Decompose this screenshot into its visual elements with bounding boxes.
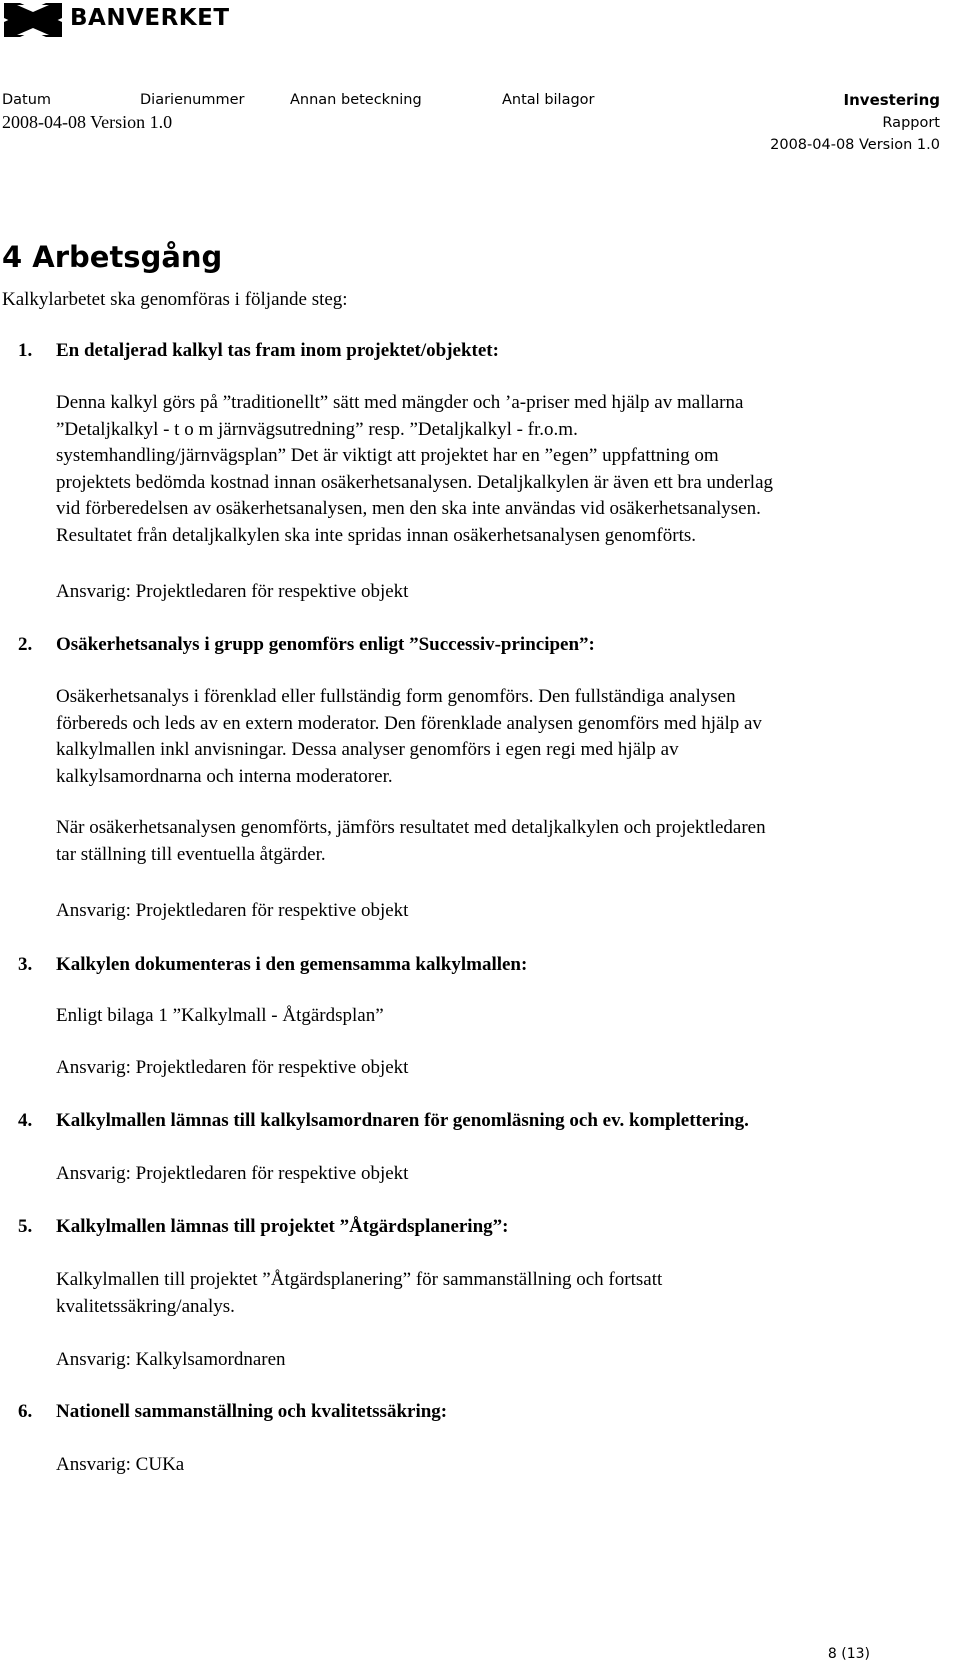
page-number: 8 (13) — [827, 1646, 870, 1662]
step-2-paragraph-1 — [56, 684, 762, 790]
text-line: Enligt bilaga 1 ”Kalkylmall - Åtgärdsplan” — [56, 1005, 384, 1026]
step-4-responsible: Ansvarig: Projektledaren för respektive objekt — [56, 1163, 409, 1184]
step-1-title: En detaljerad kalkyl tas fram inom projektet/objektet: — [56, 340, 499, 361]
step-1-number: 1. — [18, 340, 33, 361]
step-5-title: Kalkylmallen lämnas till projektet ”Åtgärdsplanering”: — [56, 1216, 509, 1237]
step-3-responsible: Ansvarig: Projektledaren för respektive objekt — [56, 1057, 409, 1078]
text-line: kalkylsamordnarna och interna moderatorer. — [56, 765, 393, 787]
doc-kind: Rapport — [882, 115, 940, 131]
text-line: När osäkerhetsanalysen genomförts, jämförs resultatet med detaljkalkylen och projektledaren — [56, 817, 766, 838]
version-right: 2008-04-08 Version 1.0 — [770, 137, 940, 153]
text-line: kalkylmallen inkl anvisningar. Dessa analyser genomförs i egen regi med hjälp av — [56, 739, 679, 760]
step-1-paragraph — [56, 390, 773, 549]
text-line: systemhandling/järnvägsplan” Det är viktigt att projektet har en ”egen” uppfattning om — [56, 445, 719, 466]
label-diarienummer: Diarienummer — [140, 92, 245, 108]
text-line: tar ställning till eventuella åtgärder. — [56, 843, 326, 865]
step-6-number: 6. — [18, 1401, 33, 1422]
step-6-title: Nationell sammanställning och kvalitetssäkring: — [56, 1401, 448, 1422]
section-intro: Kalkylarbetet ska genomföras i följande steg: — [2, 289, 348, 310]
label-antal-bilagor: Antal bilagor — [502, 92, 595, 108]
text-line: Kalkylmallen till projektet ”Åtgärdsplanering” för sammanställning och fortsatt — [56, 1269, 663, 1290]
step-2-number: 2. — [18, 634, 33, 655]
step-2-paragraph-2 — [56, 815, 766, 868]
step-3-title: Kalkylen dokumenteras i den gemensamma kalkylmallen: — [56, 954, 528, 975]
logo-text: BANVERKET — [70, 5, 230, 31]
step-5-number: 5. — [18, 1216, 33, 1237]
step-2-responsible: Ansvarig: Projektledaren för respektive objekt — [56, 900, 409, 921]
text-line: Resultatet från detaljkalkylen ska inte spridas innan osäkerhetsanalysen genomförts. — [56, 524, 697, 546]
text-line: kvalitetssäkring/analys. — [56, 1295, 235, 1317]
step-1-responsible: Ansvarig: Projektledaren för respektive objekt — [56, 581, 409, 602]
label-annan-beteckning: Annan beteckning — [290, 92, 422, 108]
step-3-paragraph — [56, 1003, 384, 1030]
step-5-responsible: Ansvarig: Kalkylsamordnaren — [56, 1349, 286, 1370]
text-line: vid förberedelsen av osäkerhetsanalysen, men den ska inte användas vid osäkerhetsanalysen. — [56, 498, 761, 519]
step-6-responsible: Ansvarig: CUKa — [56, 1454, 185, 1475]
doc-type: Investering — [843, 91, 940, 109]
label-datum: Datum — [2, 92, 52, 108]
step-4-title: Kalkylmallen lämnas till kalkylsamordnaren för genomläsning och ev. komplettering. — [56, 1110, 749, 1131]
section-heading: 4 Arbetsgång — [2, 240, 223, 274]
step-2-title: Osäkerhetsanalys i grupp genomförs enligt ”Successiv-principen”: — [56, 634, 595, 655]
datum-value: 2008-04-08 Version 1.0 — [2, 112, 173, 132]
banverket-logo — [2, 2, 230, 38]
text-line: projektets bedömda kostnad innan osäkerhetsanalysen. Detaljkalkylen är även ett bra underlag — [56, 471, 773, 493]
banverket-logo-icon — [2, 2, 64, 38]
text-line: förbereds och leds av en extern moderator. Den förenklade analysen genomförs med hjälp av — [56, 712, 762, 734]
step-4-number: 4. — [18, 1110, 33, 1131]
step-3-number: 3. — [18, 954, 33, 975]
text-line: ”Detaljkalkyl - t o m järnvägsutredning” resp. ”Detaljkalkyl - fr.o.m. — [56, 418, 578, 440]
text-line: Osäkerhetsanalys i förenklad eller fullständig form genomförs. Den fullständiga analysen — [56, 686, 736, 707]
step-5-paragraph — [56, 1267, 662, 1320]
text-line: Denna kalkyl görs på ”traditionellt” sätt med mängder och ’a-priser med hjälp av mallarna — [56, 392, 744, 413]
